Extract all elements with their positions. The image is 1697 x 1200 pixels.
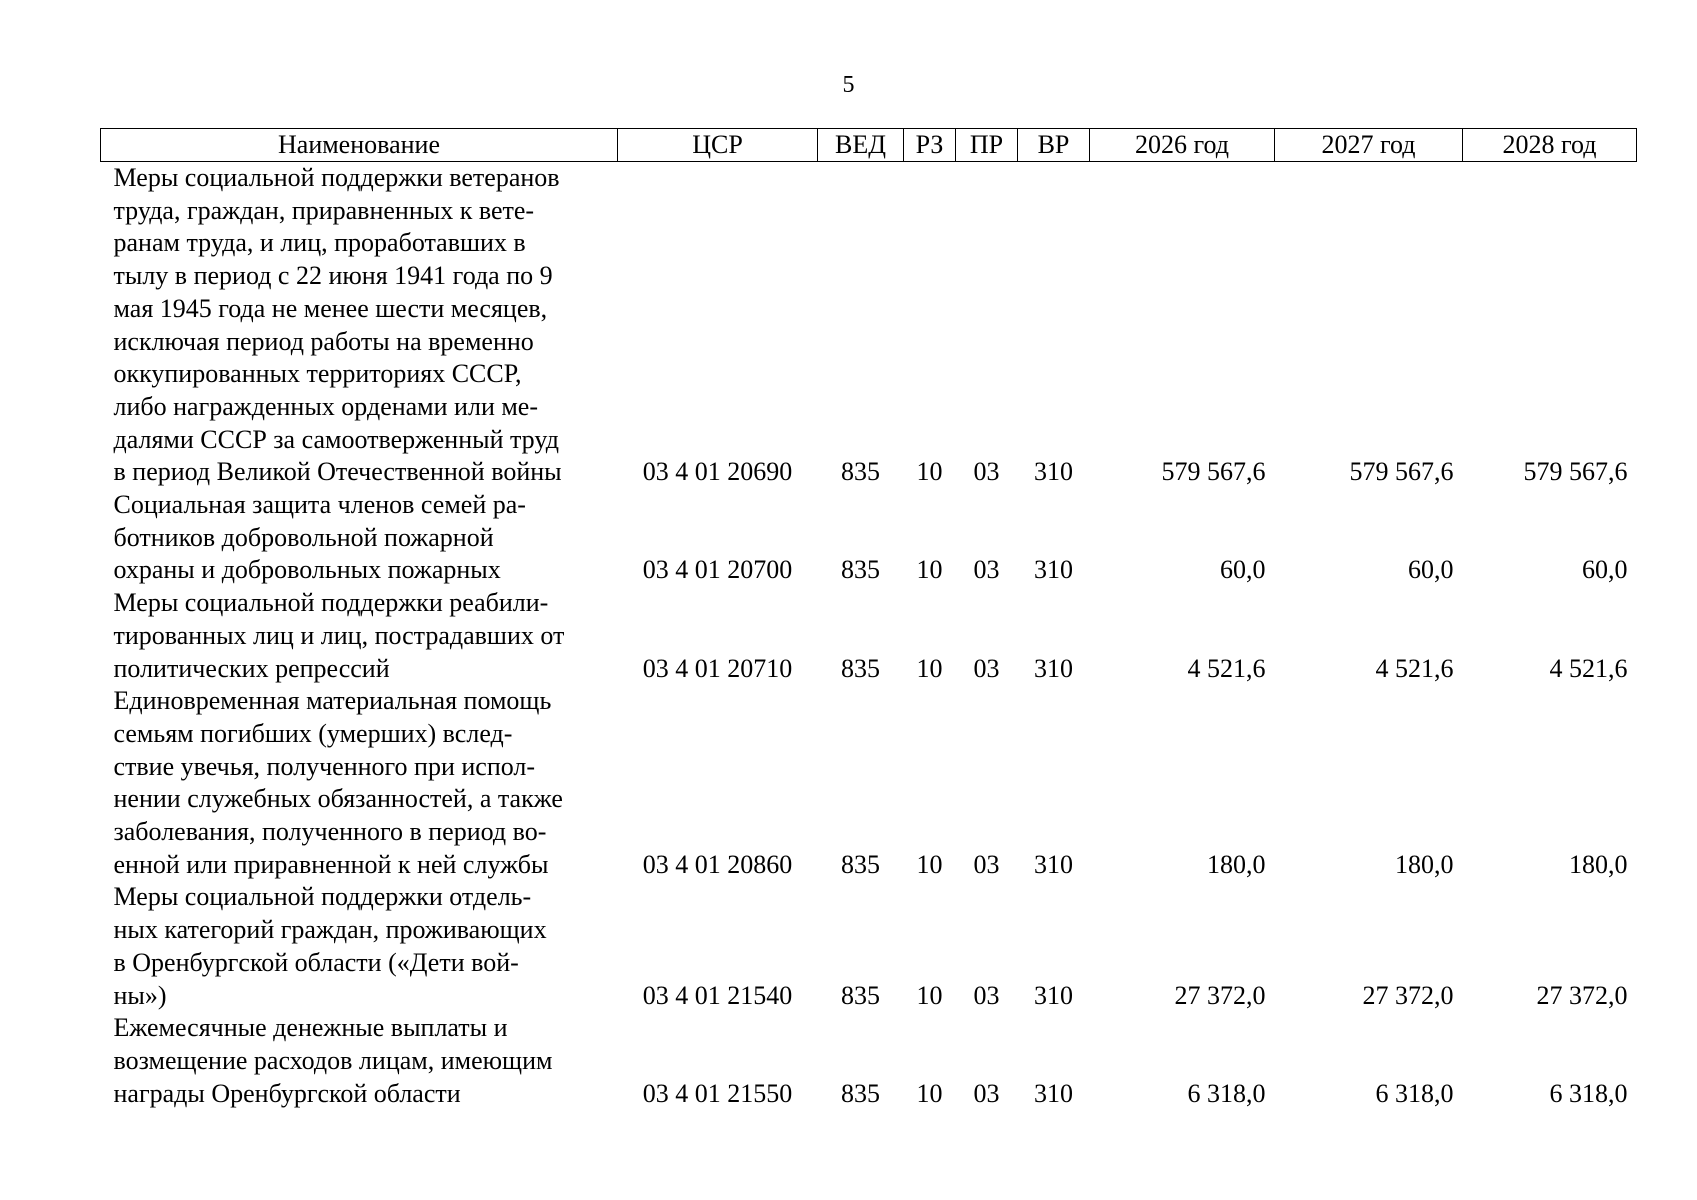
row-amount-2027: 27 372,0 xyxy=(1362,980,1454,1010)
table-row xyxy=(101,881,1637,1012)
name-line: Меры социальной поддержки реабили- xyxy=(113,588,549,618)
row-amount-2027: 4 521,6 xyxy=(1375,653,1454,683)
row-pr-cell: 03 xyxy=(973,457,1000,487)
row-amount-2026: 180,0 xyxy=(1207,849,1266,879)
header-year-2026: 2026 год xyxy=(1090,129,1275,162)
row-ved-cell: 835 xyxy=(841,555,880,585)
name-line: Социальная защита членов семей ра- xyxy=(113,490,526,520)
row-vr-cell: 310 xyxy=(1034,457,1073,487)
name-line: ствие увечья, полученного при испол- xyxy=(113,751,536,781)
header-ved: ВЕД xyxy=(818,129,904,162)
name-line: Единовременная материальная помощь xyxy=(113,686,552,716)
row-ved-cell: 835 xyxy=(841,457,880,487)
row-amount-2028: 60,0 xyxy=(1582,555,1628,585)
row-amount-2026: 60,0 xyxy=(1220,555,1266,585)
row-pr-cell: 03 xyxy=(973,980,1000,1010)
header-rz: РЗ xyxy=(904,129,956,162)
row-amount-2028: 579 567,6 xyxy=(1523,457,1628,487)
row-ved-cell: 835 xyxy=(841,1078,880,1108)
name-line: ботников добровольной пожарной xyxy=(113,522,494,552)
row-amount-2028: 4 521,6 xyxy=(1549,653,1628,683)
row-pr-cell: 03 xyxy=(973,555,1000,585)
name-line: в период Великой Отечественной войны xyxy=(113,457,562,487)
name-line: награды Оренбургской области xyxy=(113,1078,461,1108)
row-amount-2026: 579 567,6 xyxy=(1161,457,1266,487)
row-rz-cell: 10 xyxy=(916,980,943,1010)
row-csr-cell: 03 4 01 20700 xyxy=(642,555,793,585)
row-pr-cell: 03 xyxy=(973,1078,1000,1108)
row-vr-cell: 310 xyxy=(1034,849,1073,879)
name-line: политических репрессий xyxy=(113,653,390,683)
header-pr: ПР xyxy=(956,129,1018,162)
table-body xyxy=(101,162,1637,1111)
name-line: тированных лиц и лиц, пострадавших от xyxy=(113,620,565,650)
row-vr-cell: 310 xyxy=(1034,555,1073,585)
name-line: енной или приравненной к ней службы xyxy=(113,849,549,879)
name-line: заболевания, полученного в период во- xyxy=(113,817,547,847)
row-pr-cell: 03 xyxy=(973,849,1000,879)
header-name: Наименование xyxy=(101,129,618,162)
name-line: Ежемесячные денежные выплаты и xyxy=(113,1013,508,1043)
row-name-cell xyxy=(101,685,618,881)
row-amount-2026: 4 521,6 xyxy=(1187,653,1266,683)
row-ved-cell: 835 xyxy=(841,849,880,879)
name-line: нении служебных обязанностей, а также xyxy=(113,784,563,814)
row-name-cell xyxy=(101,489,618,587)
row-csr-cell: 03 4 01 20710 xyxy=(642,653,793,683)
name-line: ранам труда, и лиц, проработавших в xyxy=(113,228,526,258)
row-amount-2026: 27 372,0 xyxy=(1174,980,1266,1010)
name-line: Меры социальной поддержки ветеранов xyxy=(113,163,560,192)
name-line: далями СССР за самоотверженный труд xyxy=(113,424,559,454)
row-vr-cell: 310 xyxy=(1034,1078,1073,1108)
row-amount-2028: 6 318,0 xyxy=(1549,1078,1628,1108)
row-csr-cell: 03 4 01 21550 xyxy=(642,1078,793,1108)
name-line: семьям погибших (умерших) вслед- xyxy=(113,718,513,748)
row-rz-cell: 10 xyxy=(916,653,943,683)
table-row xyxy=(101,1012,1637,1110)
table-header xyxy=(101,129,1637,162)
row-vr-cell: 310 xyxy=(1034,980,1073,1010)
name-line: возмещение расходов лицам, имеющим xyxy=(113,1045,553,1075)
row-rz-cell: 10 xyxy=(916,1078,943,1108)
page-number: 5 xyxy=(842,72,855,98)
name-line: либо награжденных орденами или ме- xyxy=(113,391,539,421)
row-csr-cell: 03 4 01 20690 xyxy=(642,457,793,487)
name-line: труда, граждан, приравненных к вете- xyxy=(113,195,535,225)
header-year-2027: 2027 год xyxy=(1275,129,1463,162)
name-line: исключая период работы на временно xyxy=(113,326,534,356)
name-line: тылу в период с 22 июня 1941 года по 9 xyxy=(113,261,553,291)
header-csr: ЦСР xyxy=(618,129,818,162)
name-line: в Оренбургской области («Дети вой- xyxy=(113,947,519,977)
header-vr: ВР xyxy=(1018,129,1090,162)
row-amount-2028: 180,0 xyxy=(1569,849,1628,879)
row-vr-cell: 310 xyxy=(1034,653,1073,683)
name-line: оккупированных территориях СССР, xyxy=(113,359,522,389)
name-line: Меры социальной поддержки отдель- xyxy=(113,882,532,912)
row-amount-2028: 27 372,0 xyxy=(1536,980,1628,1010)
row-pr-cell: 03 xyxy=(973,653,1000,683)
name-line: ных категорий граждан, проживающих xyxy=(113,915,547,945)
budget-table xyxy=(100,128,1637,1110)
table-row xyxy=(101,489,1637,587)
row-amount-2027: 6 318,0 xyxy=(1375,1078,1454,1108)
row-name-cell xyxy=(101,162,618,490)
row-name-cell xyxy=(101,881,618,1012)
header-row xyxy=(101,129,1637,162)
row-rz-cell: 10 xyxy=(916,849,943,879)
row-csr-cell: 03 4 01 21540 xyxy=(642,980,793,1010)
row-csr-cell: 03 4 01 20860 xyxy=(642,849,793,879)
table-row xyxy=(101,162,1637,490)
row-amount-2027: 180,0 xyxy=(1395,849,1454,879)
row-ved-cell: 835 xyxy=(841,653,880,683)
table-row xyxy=(101,685,1637,881)
name-line: ны») xyxy=(113,980,167,1010)
row-amount-2027: 579 567,6 xyxy=(1349,457,1454,487)
row-rz-cell: 10 xyxy=(916,457,943,487)
name-line: охраны и добровольных пожарных xyxy=(113,555,501,585)
row-rz-cell: 10 xyxy=(916,555,943,585)
row-name-cell xyxy=(101,587,618,685)
row-amount-2026: 6 318,0 xyxy=(1187,1078,1266,1108)
table-row xyxy=(101,587,1637,685)
row-ved-cell: 835 xyxy=(841,980,880,1010)
row-name-cell xyxy=(101,1012,618,1110)
header-year-2028: 2028 год xyxy=(1463,129,1637,162)
row-amount-2027: 60,0 xyxy=(1408,555,1454,585)
name-line: мая 1945 года не менее шести месяцев, xyxy=(113,293,548,323)
